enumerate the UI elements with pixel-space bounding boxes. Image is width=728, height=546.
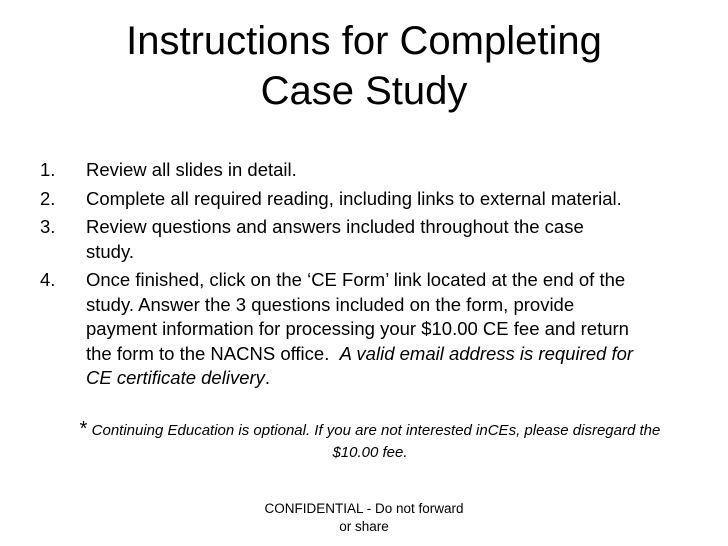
optional-ce-note <box>40 418 700 464</box>
slide-title <box>0 16 728 116</box>
item-text-line: Complete all required reading, including links to external material. <box>86 187 622 209</box>
note-line-1 <box>40 418 700 442</box>
item-number: 4. <box>40 269 56 290</box>
note-text: Continuing Education is optional. If you are not interested inCEs, please disregard the <box>91 422 661 439</box>
footer-line-2: or share <box>339 519 389 534</box>
slide-title-line-1: Instructions for Completing <box>126 19 602 63</box>
instruction-item-4 <box>40 268 700 391</box>
item-text-line: payment information for processing your $10.00 CE fee and return <box>86 318 629 339</box>
note-line-2: $10.00 fee. <box>332 444 408 461</box>
item-text-line: study. <box>86 240 134 262</box>
item-text-line: Once finished, click on the ‘CE Form’ link located at the end of the <box>86 269 626 290</box>
confidential-footer <box>250 500 478 536</box>
item-text-segment: the form to the NACNS office. <box>86 342 330 364</box>
instruction-item-1 <box>40 158 700 183</box>
item-number: 2. <box>40 187 56 209</box>
email-requirement-emphasis: CE certificate delivery <box>86 367 265 388</box>
instruction-list <box>40 158 700 395</box>
asterisk-marker: * <box>79 418 88 440</box>
email-requirement-emphasis: A valid email address is required for <box>339 342 634 364</box>
slide-title-line-2: Case Study <box>260 69 468 113</box>
item-text-line <box>86 366 700 391</box>
item-text-line <box>86 342 700 367</box>
footer-line-1: CONFIDENTIAL - Do not forward <box>264 501 464 516</box>
item-text-line: Review all slides in detail. <box>86 159 297 180</box>
item-number: 3. <box>40 216 56 237</box>
instruction-item-3 <box>40 215 700 264</box>
instruction-item-2 <box>40 187 700 212</box>
item-text-line: Review questions and answers included throughout the case <box>86 216 584 237</box>
item-text-line: study. Answer the 3 questions included on the form, provide <box>86 293 575 315</box>
item-number: 1. <box>40 159 56 180</box>
item-text-period: . <box>264 367 271 388</box>
